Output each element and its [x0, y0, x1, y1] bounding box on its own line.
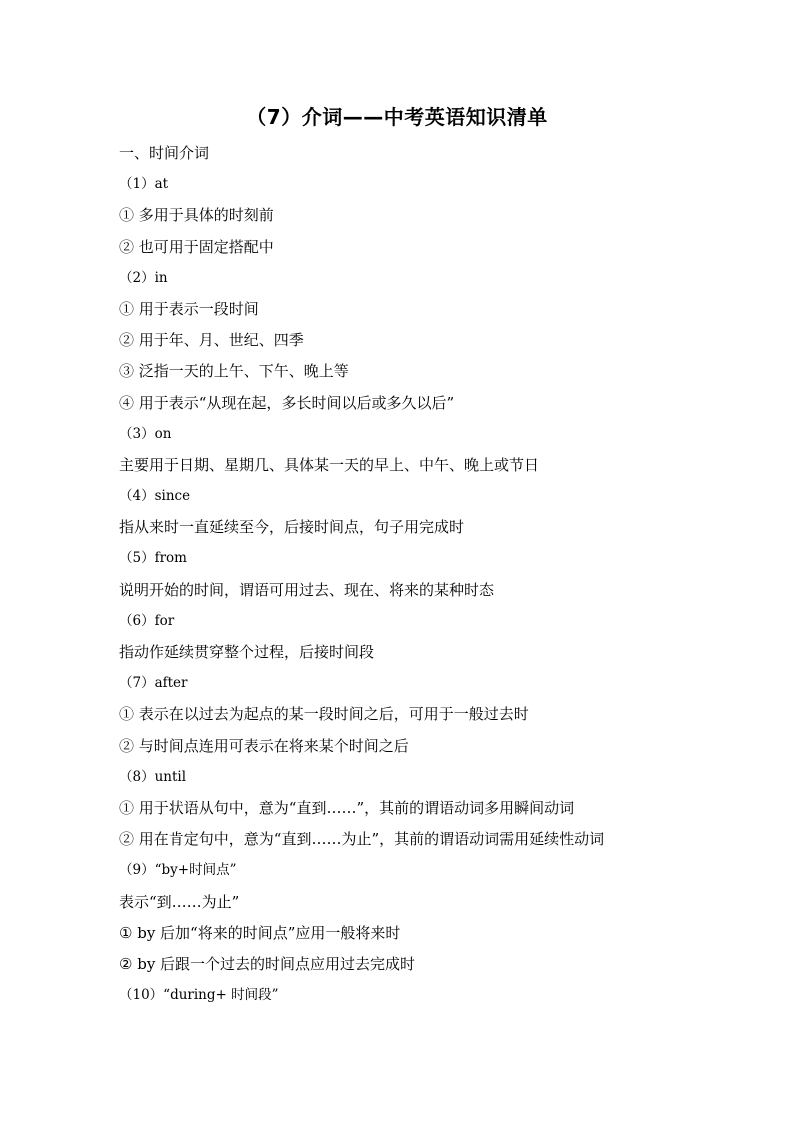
subsection-label: （2）in	[119, 269, 168, 286]
text-line: ② by 后跟一个过去的时间点应用过去完成时	[119, 954, 416, 973]
document-title: （7）介词——中考英语知识清单	[246, 105, 548, 129]
subsection-label: （10）“during+ 时间段”	[119, 987, 279, 1004]
text-line: ② 用在肯定句中，意为“直到……为止”，其前的谓语动词需用延续性动词	[119, 830, 605, 849]
text-line: 主要用于日期、星期几、具体某一天的早上、中午、晚上或节日	[119, 455, 540, 474]
text-line: 说明开始的时间，谓语可用过去、现在、将来的某种时态	[119, 580, 495, 599]
text-line: ① 表示在以过去为起点的某一段时间之后，可用于一般过去时	[119, 705, 529, 724]
text-line: ③ 泛指一天的上午、下午、晚上等	[119, 362, 349, 381]
subsection-label: （6）for	[119, 612, 175, 629]
text-line: 指动作延续贯穿整个过程，后接时间段	[119, 643, 375, 661]
subsection-label: （3）on	[119, 425, 172, 442]
text-line: ② 也可用于固定搭配中	[119, 237, 274, 256]
text-line: ① 用于表示一段时间	[119, 299, 259, 318]
text-line: ① 用于状语从句中，意为“直到……”，其前的谓语动词多用瞬间动词	[119, 798, 575, 817]
subsection-label: （5）from	[119, 550, 187, 567]
subsection-label: （9）“by+时间点”	[119, 862, 237, 879]
subsection-label: （4）since	[119, 488, 191, 505]
text-line: ① by 后加“将来的时间点”应用一般将来时	[119, 923, 401, 942]
section-heading: 一、时间介词	[119, 144, 210, 162]
text-line: ① 多用于具体的时刻前	[119, 206, 274, 225]
subsection-label: （8）until	[119, 768, 187, 785]
text-line: ② 用于年、月、世纪、四季	[119, 331, 304, 350]
text-line: ④ 用于表示“从现在起，多长时间以后或多久以后”	[119, 393, 455, 412]
subsection-label: （7）after	[119, 675, 188, 692]
text-line: ② 与时间点连用可表示在将来某个时间之后	[119, 736, 409, 755]
text-line: 表示“到……为止”	[119, 892, 240, 911]
text-line: 指从来时一直延续至今，后接时间点，句子用完成时	[119, 518, 465, 537]
document-body	[119, 138, 769, 1011]
subsection-label: （1）at	[119, 176, 169, 193]
